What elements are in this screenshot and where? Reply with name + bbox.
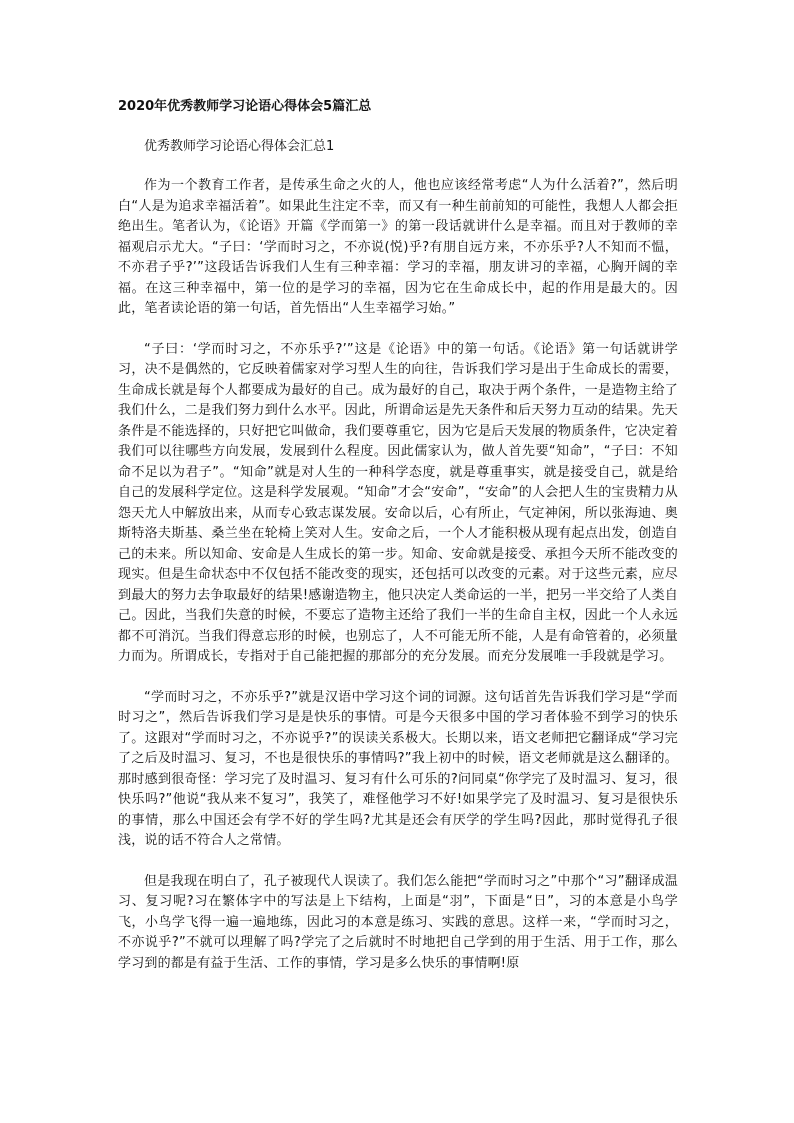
document-page: [118, 98, 678, 994]
paragraph-2: “子曰：‘学而时习之，不亦乐乎?’”这是《论语》中的第一句话。《论语》第一句话就讲学习，决不是偶然的，它反映着儒家对学习型人生的向往，告诉我们学习是出于生命成长的需要，生命成长就是每个人都要成为最好的自己。成为最好的自己，取决于两个条件，一是造物主给了我们什么，二是我们努力到什么水平。因此，所谓命运是先天条件和后天努力互动的结果。先天条件是不能选择的，只好把它叫做命，我们要尊重它，因为它是后天发展的物质条件，它决定着我们可以往哪些方向发展，发展到什么程度。因此儒家认为，做人首先要“知命”，“子曰：不知命不足以为君子”。“知命”就是对人生的一种科学态度，就是尊重事实，就是接受自己，就是给自己的发展科学定位。这是科学发展观。“知命”才会“安命”，“安命”的人会把人生的宝贵精力从怨天尤人中解放出来，从而专心致志谋发展。安命以后，心有所止，气定神闲，所以张海迪、奥斯特洛夫斯基、桑兰坐在轮椅上笑对人生。安命之后，一个人才能积极从现有起点出发，创造自己的未来。所以知命、安命是人生成长的第一步。知命、安命就是接受、承担今天所不能改变的现实。但是生命状态中不仅包括不能改变的现实，还包括可以改变的元素。对于这些元素，应尽到最大的努力去争取最好的结果!感谢造物主，他只决定人类命运的一半，把另一半交给了人类自己。因此，当我们失意的时候，不要忘了造物主还给了我们一半的生命自主权，因此一个人永远都不可消沉。当我们得意忘形的时候，也别忘了，人不可能无所不能，人是有命管着的，必须量力而为。所谓成长，专指对于自己能把握的那部分的充分发展。而充分发展唯一手段就是学习。: [118, 341, 678, 664]
paragraph-1: 作为一个教育工作者，是传承生命之火的人，他也应该经常考虑“人为什么活着?”，然后明白“人是为追求幸福活着”。如果此生注定不幸，而又有一种生前前知的可能性，我想人人都会拒绝出生。笔者认为，《论语》开篇《学而第一》的第一段话就讲什么是幸福。而且对于教师的幸福观启示尤大。“子曰：‘学而时习之，不亦说(悦)乎?有朋自远方来，不亦乐乎?人不知而不愠，不亦君子乎?’”这段话告诉我们人生有三种幸福：学习的幸福，朋友讲习的幸福，心胸开阔的幸福。在这三种幸福中，第一位的是学习的幸福，因为它在生命成长中，起的作用是最大的。因此，笔者读论语的第一句话，首先悟出“人生幸福学习始。”: [118, 178, 678, 316]
section-title: 优秀教师学习论语心得体会汇总1: [144, 139, 335, 154]
document-title: 2020年优秀教师学习论语心得体会5篇汇总: [118, 99, 372, 114]
paragraph-4: 但是我现在明白了，孔子被现代人误读了。我们怎么能把“学而时习之”中那个“习”翻译成温习、复习呢?习在繁体字中的写法是上下结构，上面是“羽”，下面是“日”，习的本意是小鸟学飞，小鸟学飞得一遍一遍地练，因此习的本意是练习、实践的意思。这样一来，“学而时习之，不亦说乎?”不就可以理解了吗?学完了之后就时不时地把自己学到的用于生活、用于工作，那么学习到的都是有益于生活、工作的事情，学习是多么快乐的事情啊!原: [118, 873, 678, 971]
paragraph-3: “学而时习之，不亦乐乎?”就是汉语中学习这个词的词源。这句话首先告诉我们学习是“学而时习之”，然后告诉我们学习是是快乐的事情。可是今天很多中国的学习者体验不到学习的快乐了。这跟对“学而时习之，不亦说乎?”的误读关系极大。长期以来，语文老师把它翻译成“学习完了之后及时温习、复习，不也是很快乐的事情吗?”我上初中的时候，语文老师就是这么翻译的。那时感到很奇怪：学习完了及时温习、复习有什么可乐的?问同桌“你学完了及时温习、复习，很快乐吗?”他说“我从来不复习”，我笑了，难怪他学习不好!如果学完了及时温习、复习是很快乐的事情，那么中国还会有学不好的学生吗?尤其是还会有厌学的学生吗?因此，那时觉得孔子很浅，说的话不符合人之常情。: [118, 689, 678, 848]
